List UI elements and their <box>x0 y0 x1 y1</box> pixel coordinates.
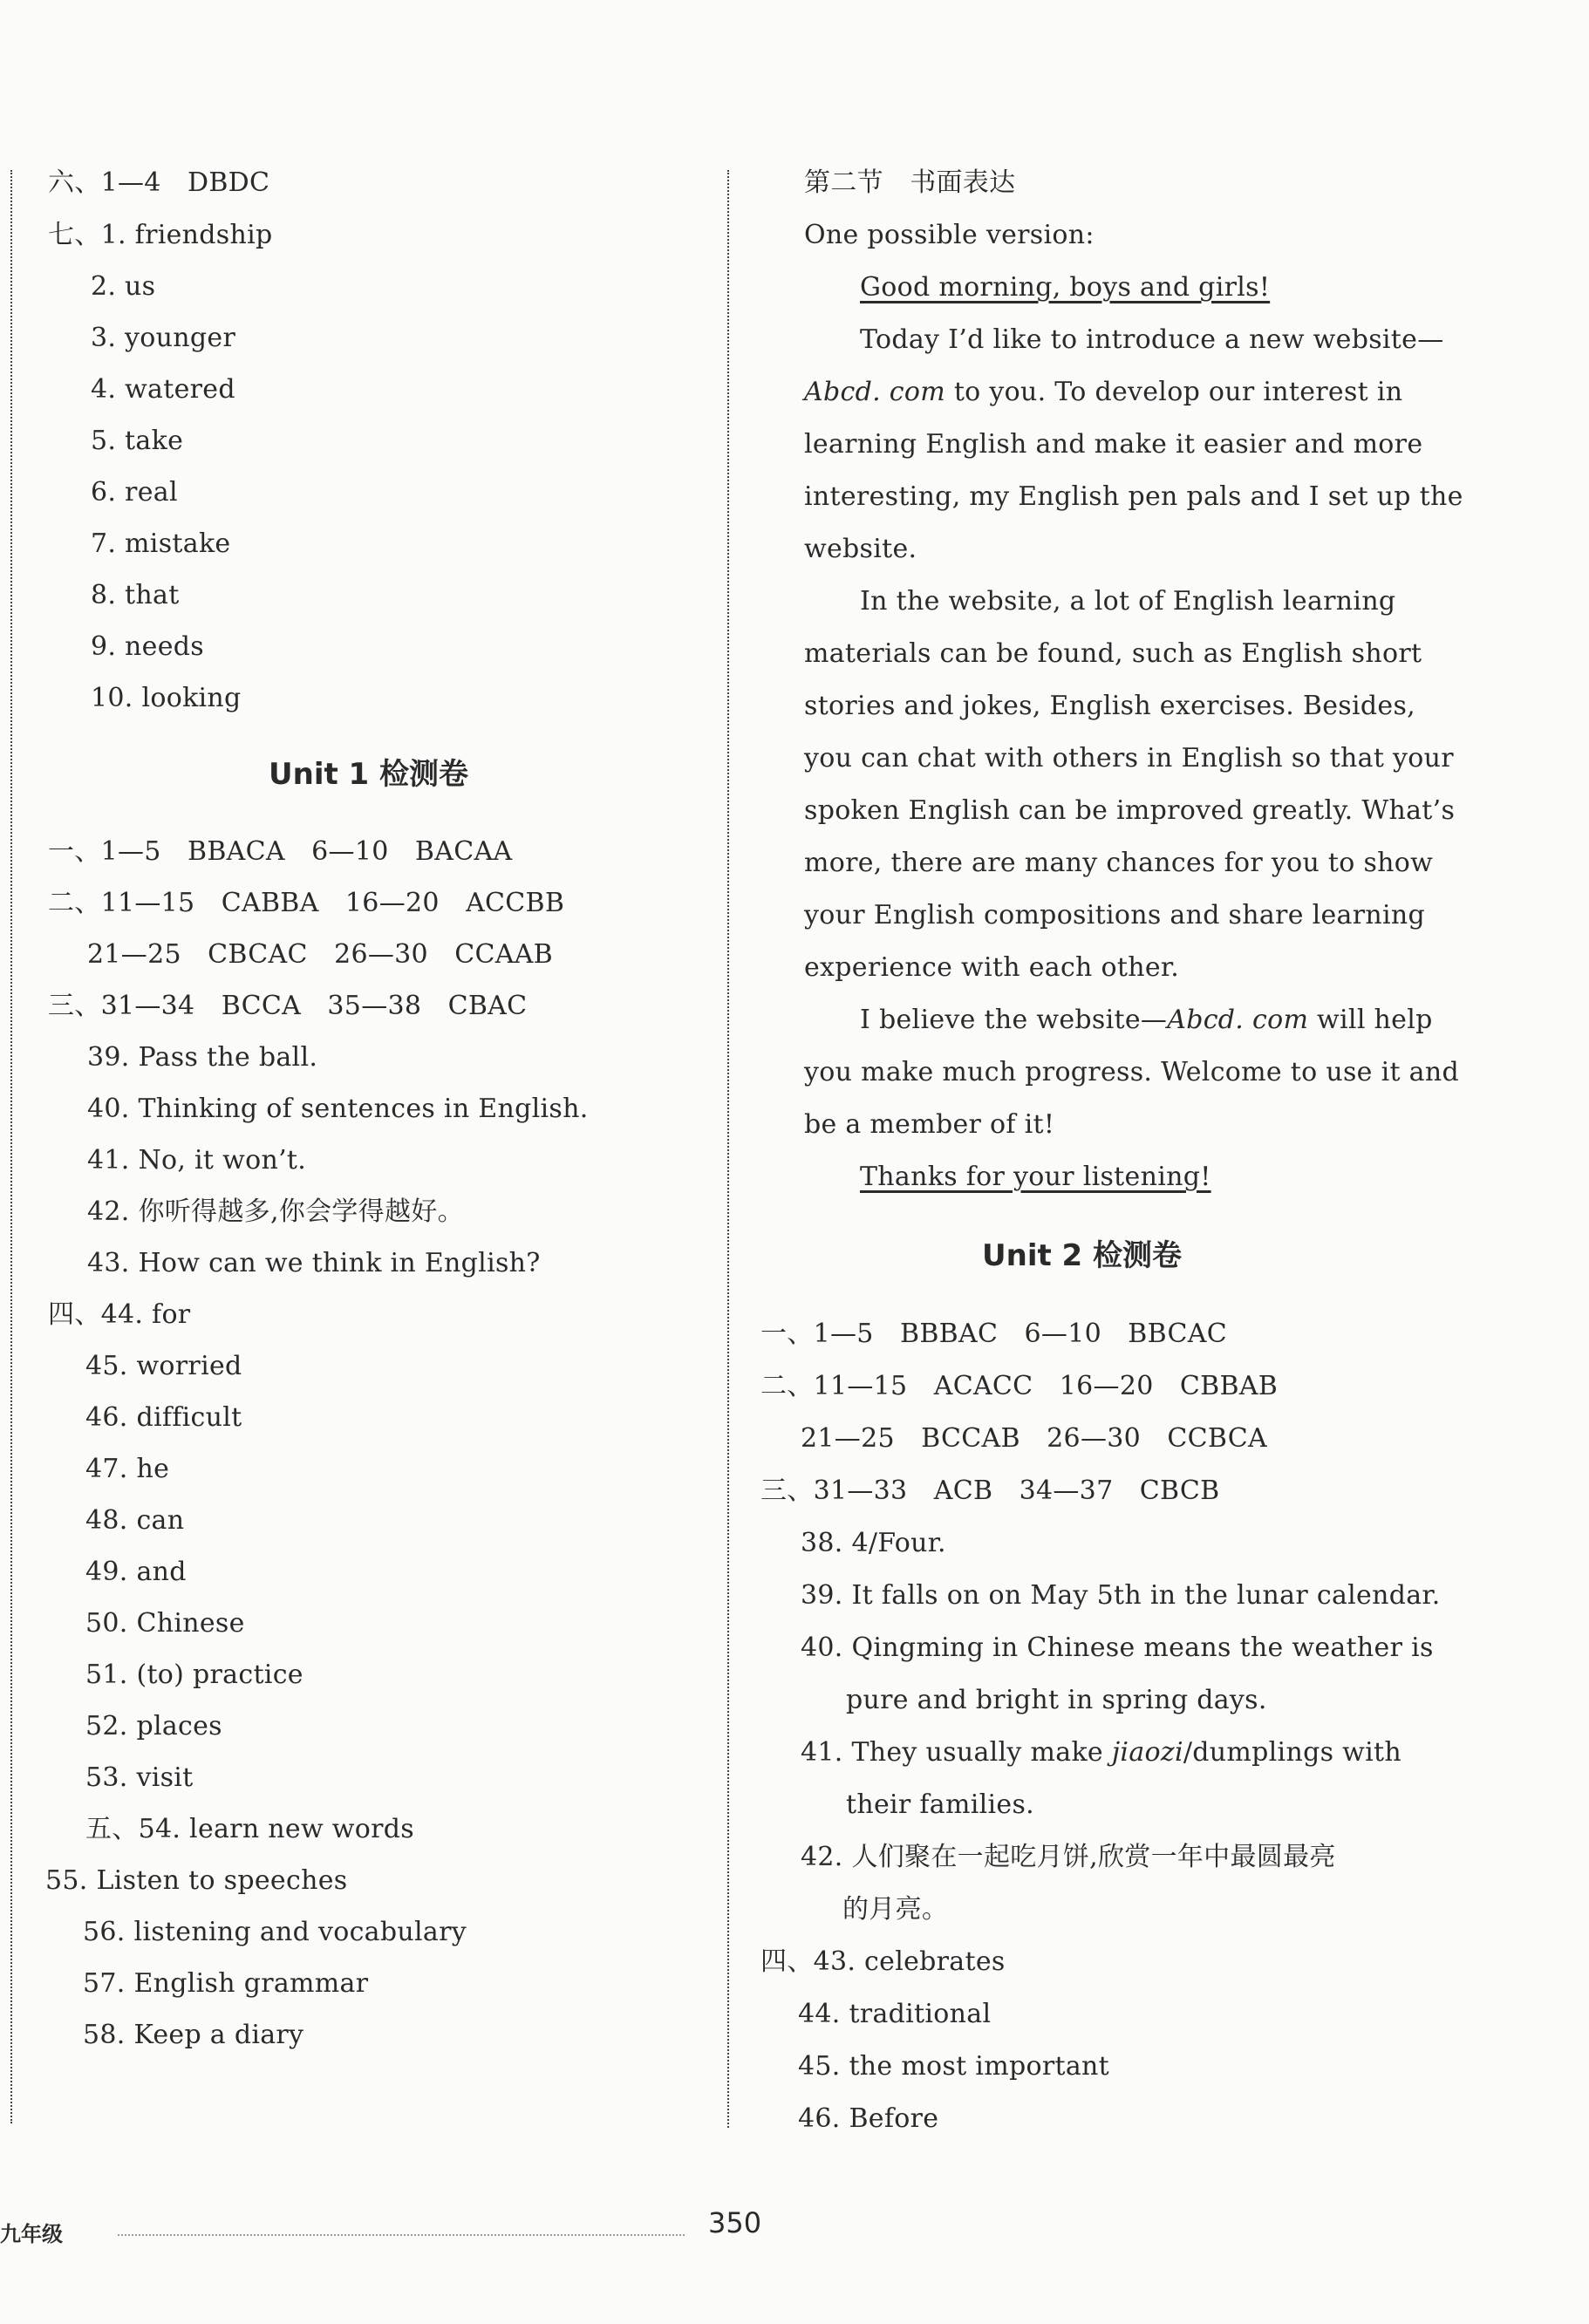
answer-line: 五、54. learn new words <box>85 1814 414 1844</box>
answer-line: 53. visit <box>85 1762 194 1793</box>
page-number: 350 <box>708 2206 762 2239</box>
answer-line: 七、1. friendship <box>48 220 273 250</box>
answer-line: 二、11—15 ACACC 16—20 CBBAB <box>760 1371 1279 1401</box>
answer-line: 四、44. for <box>48 1299 191 1330</box>
answer-line: 9. needs <box>91 631 204 662</box>
answer-line: 六、1—4 DBDC <box>48 167 270 198</box>
answer-line: 四、43. celebrates <box>760 1946 1006 1977</box>
answer-line: 2. us <box>91 271 156 302</box>
center-binding-line <box>727 170 729 2128</box>
answer-text: /dumplings with <box>1183 1737 1401 1768</box>
unit2-heading: Unit 2 检测卷 <box>982 1238 1183 1273</box>
intro-line: One possible version: <box>804 220 1095 250</box>
answer-line: 二、11—15 CABBA 16—20 ACCBB <box>48 888 565 918</box>
answer-line: 56. listening and vocabulary <box>83 1917 467 1947</box>
answer-line: their families. <box>846 1789 1035 1820</box>
answer-line: 49. and <box>85 1557 187 1587</box>
grade-label: 九年级 <box>0 2222 63 2246</box>
essay-line: your English compositions and share learning <box>804 900 1426 930</box>
answer-line: 47. he <box>85 1454 170 1484</box>
answer-line: 10. looking <box>91 683 242 713</box>
essay-line <box>860 1003 1433 1038</box>
essay-line: stories and jokes, English exercises. Besides, <box>804 691 1415 721</box>
answer-line: 一、1—5 BBBAC 6—10 BBCAC <box>760 1319 1228 1349</box>
answer-line <box>801 1735 1401 1770</box>
essay-text: will help <box>1317 1005 1433 1035</box>
answer-line: 3. younger <box>91 323 236 353</box>
essay-text: to you. To develop our interest in <box>953 377 1403 407</box>
answer-line: 55. Listen to speeches <box>45 1865 348 1896</box>
answer-line: 40. Thinking of sentences in English. <box>87 1094 589 1124</box>
answer-line: 50. Chinese <box>85 1608 245 1639</box>
answer-line: 48. can <box>85 1505 185 1536</box>
essay-line: materials can be found, such as English short <box>804 638 1422 669</box>
answer-line: 7. mistake <box>91 528 231 559</box>
answer-line: 39. Pass the ball. <box>87 1042 318 1073</box>
answer-line: 45. worried <box>85 1351 242 1381</box>
footer-dotted-rule <box>118 2234 685 2236</box>
essay-text: I believe the website— <box>860 1005 1168 1035</box>
answer-line: 51. (to) practice <box>85 1660 303 1690</box>
essay-line: spoken English can be improved greatly. What’s <box>804 795 1456 826</box>
answer-line: 42. 人们聚在一起吃月饼,欣赏一年中最圆最亮 <box>801 1842 1336 1872</box>
essay-line: be a member of it! <box>804 1109 1055 1140</box>
essay-line: you can chat with others in English so that your <box>804 743 1454 774</box>
essay-line: In the website, a lot of English learning <box>860 586 1396 617</box>
answer-line: 46. Before <box>798 2103 939 2134</box>
answer-line: 的月亮。 <box>842 1894 949 1925</box>
answer-line: 41. No, it won’t. <box>87 1145 307 1176</box>
answer-line: 45. the most important <box>798 2051 1109 2082</box>
essay-line: experience with each other. <box>804 952 1180 983</box>
essay-line: website. <box>804 534 917 564</box>
essay-line <box>804 375 1402 410</box>
answer-line: 44. traditional <box>798 1999 992 2029</box>
answer-italic-word: jiaozi <box>1111 1737 1183 1768</box>
site-name: Abcd. com <box>804 377 945 407</box>
closing-line: Thanks for your listening! <box>860 1162 1211 1192</box>
answer-text: 41. They usually make <box>801 1737 1103 1768</box>
greeting-line: Good morning, boys and girls! <box>860 272 1271 303</box>
answer-line: 4. watered <box>91 374 235 405</box>
answer-line: 52. places <box>85 1711 222 1741</box>
answer-line: 6. real <box>91 477 178 508</box>
site-name: Abcd. com <box>1167 1005 1309 1035</box>
answer-line: 39. It falls on on May 5th in the lunar calendar. <box>801 1580 1441 1611</box>
unit1-heading: Unit 1 检测卷 <box>269 757 469 792</box>
left-binding-line <box>10 170 12 2123</box>
section-title: 第二节 书面表达 <box>804 167 1016 198</box>
answer-line: 21—25 CBCAC 26—30 CCAAB <box>87 939 554 970</box>
answer-line: 5. take <box>91 426 184 456</box>
answer-line: 40. Qingming in Chinese means the weather is <box>801 1632 1434 1663</box>
answer-line: 8. that <box>91 580 180 610</box>
essay-line: interesting, my English pen pals and I set up the <box>804 481 1463 512</box>
essay-line: you make much progress. Welcome to use it and <box>804 1057 1459 1087</box>
answer-line: 21—25 BCCAB 26—30 CCBCA <box>801 1423 1267 1454</box>
essay-line: learning English and make it easier and more <box>804 429 1423 460</box>
answer-line: 一、1—5 BBACA 6—10 BACAA <box>48 836 513 867</box>
answer-line: 42. 你听得越多,你会学得越好。 <box>87 1196 464 1227</box>
answer-line: 57. English grammar <box>83 1968 369 1999</box>
essay-line: more, there are many chances for you to show <box>804 848 1434 878</box>
answer-line: 38. 4/Four. <box>801 1528 946 1558</box>
answer-line: 三、31—34 BCCA 35—38 CBAC <box>48 991 528 1021</box>
answer-line: 43. How can we think in English? <box>87 1248 541 1278</box>
answer-line: pure and bright in spring days. <box>846 1685 1267 1715</box>
answer-line: 三、31—33 ACB 34—37 CBCB <box>760 1476 1220 1506</box>
answer-line: 58. Keep a diary <box>83 2020 304 2050</box>
answer-line: 46. difficult <box>85 1402 242 1433</box>
essay-line: Today I’d like to introduce a new website— <box>860 324 1444 355</box>
